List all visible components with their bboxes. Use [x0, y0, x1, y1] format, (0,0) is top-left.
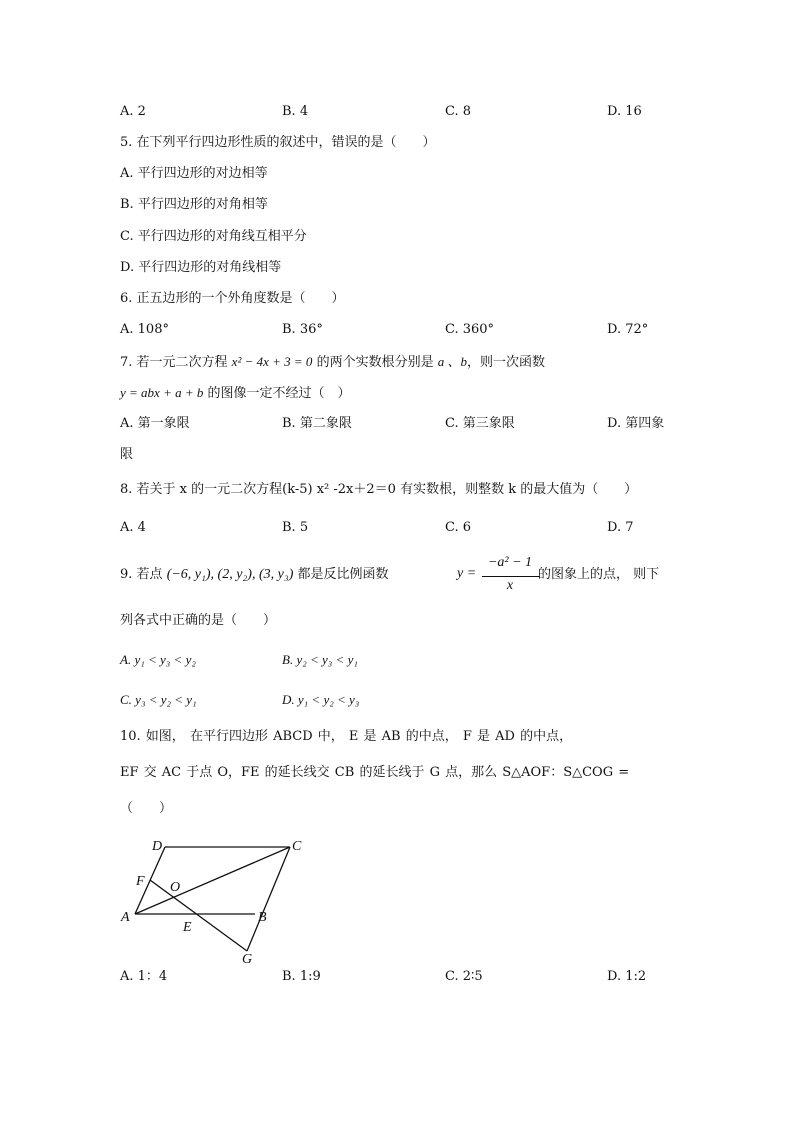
- q6-option-b: B. 36°: [282, 322, 323, 337]
- q7-option-d-wrap: 限: [120, 447, 134, 462]
- q7-roots: a 、b: [437, 354, 467, 369]
- q7-equation: x² − 4x + 3 = 0: [231, 354, 313, 369]
- q7-option-d: D. 第四象: [607, 416, 665, 431]
- q5-stem: 5. 在下列平行四边形性质的叙述中，错误的是（ ）: [120, 135, 436, 150]
- q9-fraction-bar: [482, 576, 540, 577]
- q6-option-d: D. 72°: [607, 322, 649, 337]
- q5-option-d: D. 平行四边形的对角线相等: [120, 260, 282, 275]
- q9-option-d-text: D. y₁ < y₂ < y₃: [282, 692, 360, 707]
- q9-option-d: [282, 691, 359, 710]
- q4-option-a: A. 2: [120, 104, 146, 119]
- q7-stem-d: 的图像一定不经过（ ）: [203, 386, 351, 401]
- q9-fraction: [478, 555, 542, 599]
- q9-function-lhs: y =: [457, 566, 477, 581]
- label-b: B: [258, 910, 267, 925]
- q10-stem-line2: EF 交 AC 于点 O，FE 的延长线交 CB 的延长线于 G 点，那么 S△AOF：S△COG =: [120, 765, 630, 780]
- q6-stem: 6. 正五边形的一个外角度数是（ ）: [120, 291, 345, 306]
- label-o: O: [170, 880, 181, 895]
- q10-option-a: A. 1：4: [120, 969, 168, 984]
- q9-option-b: [282, 651, 358, 670]
- label-f: F: [136, 874, 145, 889]
- q10-parallelogram-figure: [110, 830, 330, 970]
- q7-option-b: B. 第二象限: [282, 416, 352, 431]
- q9-option-a: [120, 651, 196, 670]
- label-c: C: [292, 839, 302, 854]
- q9-stem-c: 的图象上的点， 则下: [538, 567, 660, 582]
- q9-option-a-text: A. y₁ < y₃ < y₂: [120, 652, 196, 667]
- q7-stem-b: 的两个实数根分别是: [312, 355, 438, 370]
- q9-fraction-denominator: x: [506, 578, 514, 593]
- q9-points: (−6, y₁), (2, y₂), (3, y₃): [166, 567, 294, 582]
- q7-option-c: C. 第三象限: [445, 416, 515, 431]
- q8-option-c: C. 6: [445, 520, 472, 535]
- q5-option-a: A. 平行四边形的对边相等: [120, 166, 268, 181]
- q7-linear-function: y = abx + a + b: [120, 385, 204, 400]
- q9-stem-a: 9. 若点: [120, 567, 163, 582]
- q5-option-b: B. 平行四边形的对角相等: [120, 197, 268, 212]
- q9-stem-line1: [120, 566, 389, 584]
- q4-option-c: C. 8: [445, 104, 472, 119]
- segment-fg: [150, 880, 247, 951]
- q10-option-b: B. 1:9: [282, 969, 321, 984]
- q9-stem-b: 都是反比例函数: [297, 567, 389, 582]
- q9-fraction-numerator: −a² − 1: [487, 555, 533, 570]
- label-a: A: [121, 910, 130, 925]
- label-e: E: [183, 920, 192, 935]
- label-d: D: [152, 839, 163, 854]
- q10-stem-line3: （ ）: [120, 801, 173, 816]
- q10-option-d: D. 1:2: [607, 969, 647, 984]
- q8-option-a: A. 4: [120, 520, 146, 535]
- q8-option-b: B. 5: [282, 520, 309, 535]
- label-g: G: [242, 952, 253, 967]
- q7-stem-a: 7. 若一元二次方程: [120, 355, 232, 370]
- q9-option-c: [120, 691, 197, 710]
- q6-option-c: C. 360°: [445, 322, 495, 337]
- q6-option-a: A. 108°: [120, 322, 169, 337]
- q7-stem-line2: [120, 384, 351, 403]
- q7-option-a: A. 第一象限: [120, 416, 190, 431]
- q8-stem: 8. 若关于 x 的一元二次方程(k-5) x² -2x＋2＝0 有实数根，则整数 k 的最大值为（ ）: [120, 482, 638, 497]
- q7-stem-line1: [120, 353, 545, 372]
- q7-stem-c: ，则一次函数: [466, 355, 545, 370]
- q10-stem-line1: 10. 如图， 在平行四边形 ABCD 中， E 是 AB 的中点， F 是 AD 的中点，: [120, 729, 573, 744]
- q9-option-c-text: C. y₃ < y₂ < y₁: [120, 692, 197, 707]
- q9-option-b-text: B. y₂ < y₃ < y₁: [282, 652, 358, 667]
- q8-option-d: D. 7: [607, 520, 634, 535]
- q5-option-c: C. 平行四边形的对角线互相平分: [120, 229, 307, 244]
- q4-option-d: D. 16: [607, 104, 642, 119]
- q9-stem-line2: 列各式中正确的是（ ）: [120, 613, 277, 628]
- q10-option-c: C. 2∶5: [445, 969, 483, 984]
- q4-option-b: B. 4: [282, 104, 309, 119]
